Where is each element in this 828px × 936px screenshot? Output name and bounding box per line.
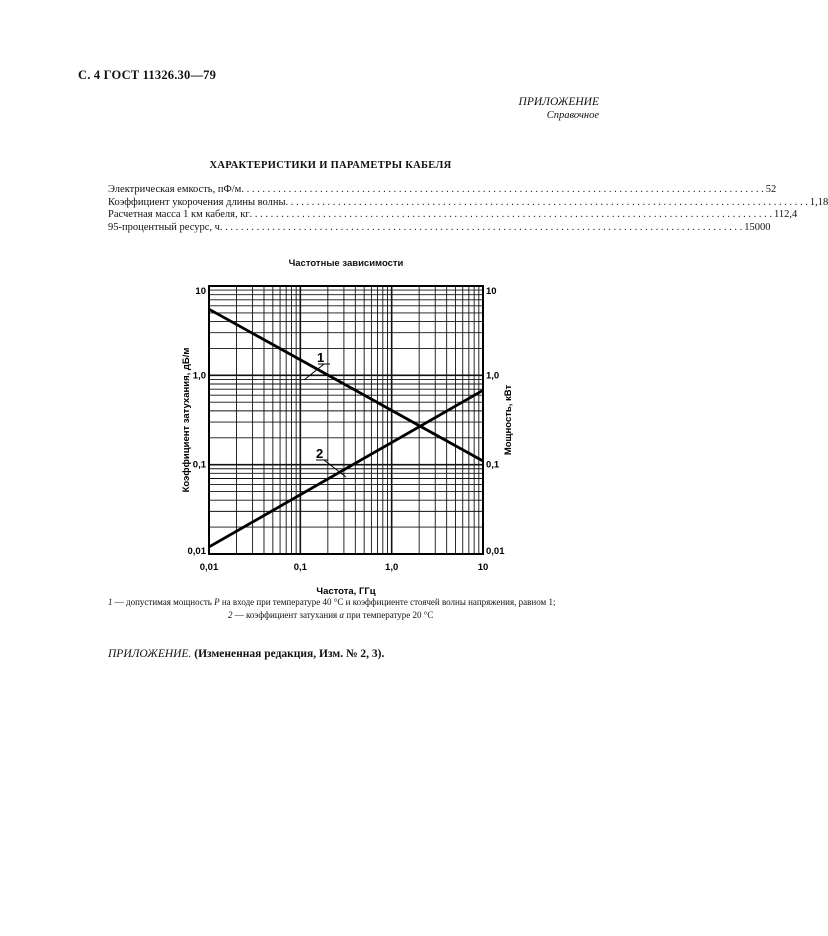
parameter-value: 1,18 [809,196,828,208]
note-text: на входе при температуре 40 °С и коэффициенте стоячей волны напряжения, равном 1; [219,597,556,607]
leader-dots [250,209,772,222]
y-tick-label-right: 0,1 [486,459,500,471]
y-tick-label-left: 1,0 [192,370,206,382]
parameter-row [108,196,828,210]
y-tick-label-left: 0,01 [187,546,206,557]
note-2 [108,609,608,622]
plot-frame [209,286,483,554]
parameter-label: Коэффициент укорочения длины волны [108,196,286,208]
leader-dots [241,184,763,197]
appendix-title: ПРИЛОЖЕНИЕ [518,96,599,108]
note-1 [108,596,608,609]
leader-dots [220,222,742,235]
y-axis-label-left: Коэффициент затухания, дБ/м [181,347,192,493]
note-text: — допустимая мощность [112,597,215,607]
note-symbol: P [214,597,220,607]
parameter-row [108,184,777,197]
note-text: при температуре 20 °С [344,609,434,620]
chart-title: Частотные зависимости [288,258,404,269]
x-tick-label: 10 [477,562,489,573]
y-tick-label-right: 10 [486,286,497,297]
parameter-row [108,221,771,235]
y-tick-label-right: 0,01 [486,546,505,557]
page-header: С. 4 ГОСТ 11326.30—79 [78,68,217,82]
appendix-label [519,96,599,122]
appendix-subtitle: Справочное [546,110,599,121]
frequency-chart [0,270,661,597]
revision-label: ПРИЛОЖЕНИЕ. [108,648,192,660]
parameter-label: Электрическая емкость, пФ/м [108,184,242,195]
x-tick-label: 0,01 [199,562,219,573]
y-tick-label-right: 1,0 [486,370,500,382]
parameter-value: 112,4 [774,209,798,221]
parameter-label: Расчетная масса 1 км кабеля, кг [108,209,250,221]
x-tick-label: 1,0 [385,562,399,573]
series-2-label: 2 [316,446,324,461]
section-title: ХАРАКТЕРИСТИКИ И ПАРАМЕТРЫ КАБЕЛЯ [209,160,452,171]
revision-text: (Измененная редакция, Изм. № 2, 3). [191,648,385,660]
note-text: — коэффициент затухания [232,609,340,620]
y-axis-label-right: Мощность, кВт [503,384,514,456]
parameter-label: 95-процентный ресурс, ч [108,221,220,233]
note-symbol: α [339,609,345,620]
x-axis-label: Частота, ГГц [316,586,376,597]
parameter-value: 52 [765,184,777,195]
x-tick-label: 0,1 [293,562,307,573]
y-tick-label-left: 10 [195,286,206,297]
parameter-value: 15000 [744,221,771,233]
parameter-row [108,209,798,222]
leader-dots [286,197,808,210]
parameters-list [108,184,828,234]
revision-note [108,648,384,660]
y-tick-label-left: 0,1 [192,459,206,471]
note-number: 1 [108,597,113,607]
series-1-label: 1 [317,350,325,365]
note-number: 2 [228,609,233,620]
chart-notes [108,596,608,621]
